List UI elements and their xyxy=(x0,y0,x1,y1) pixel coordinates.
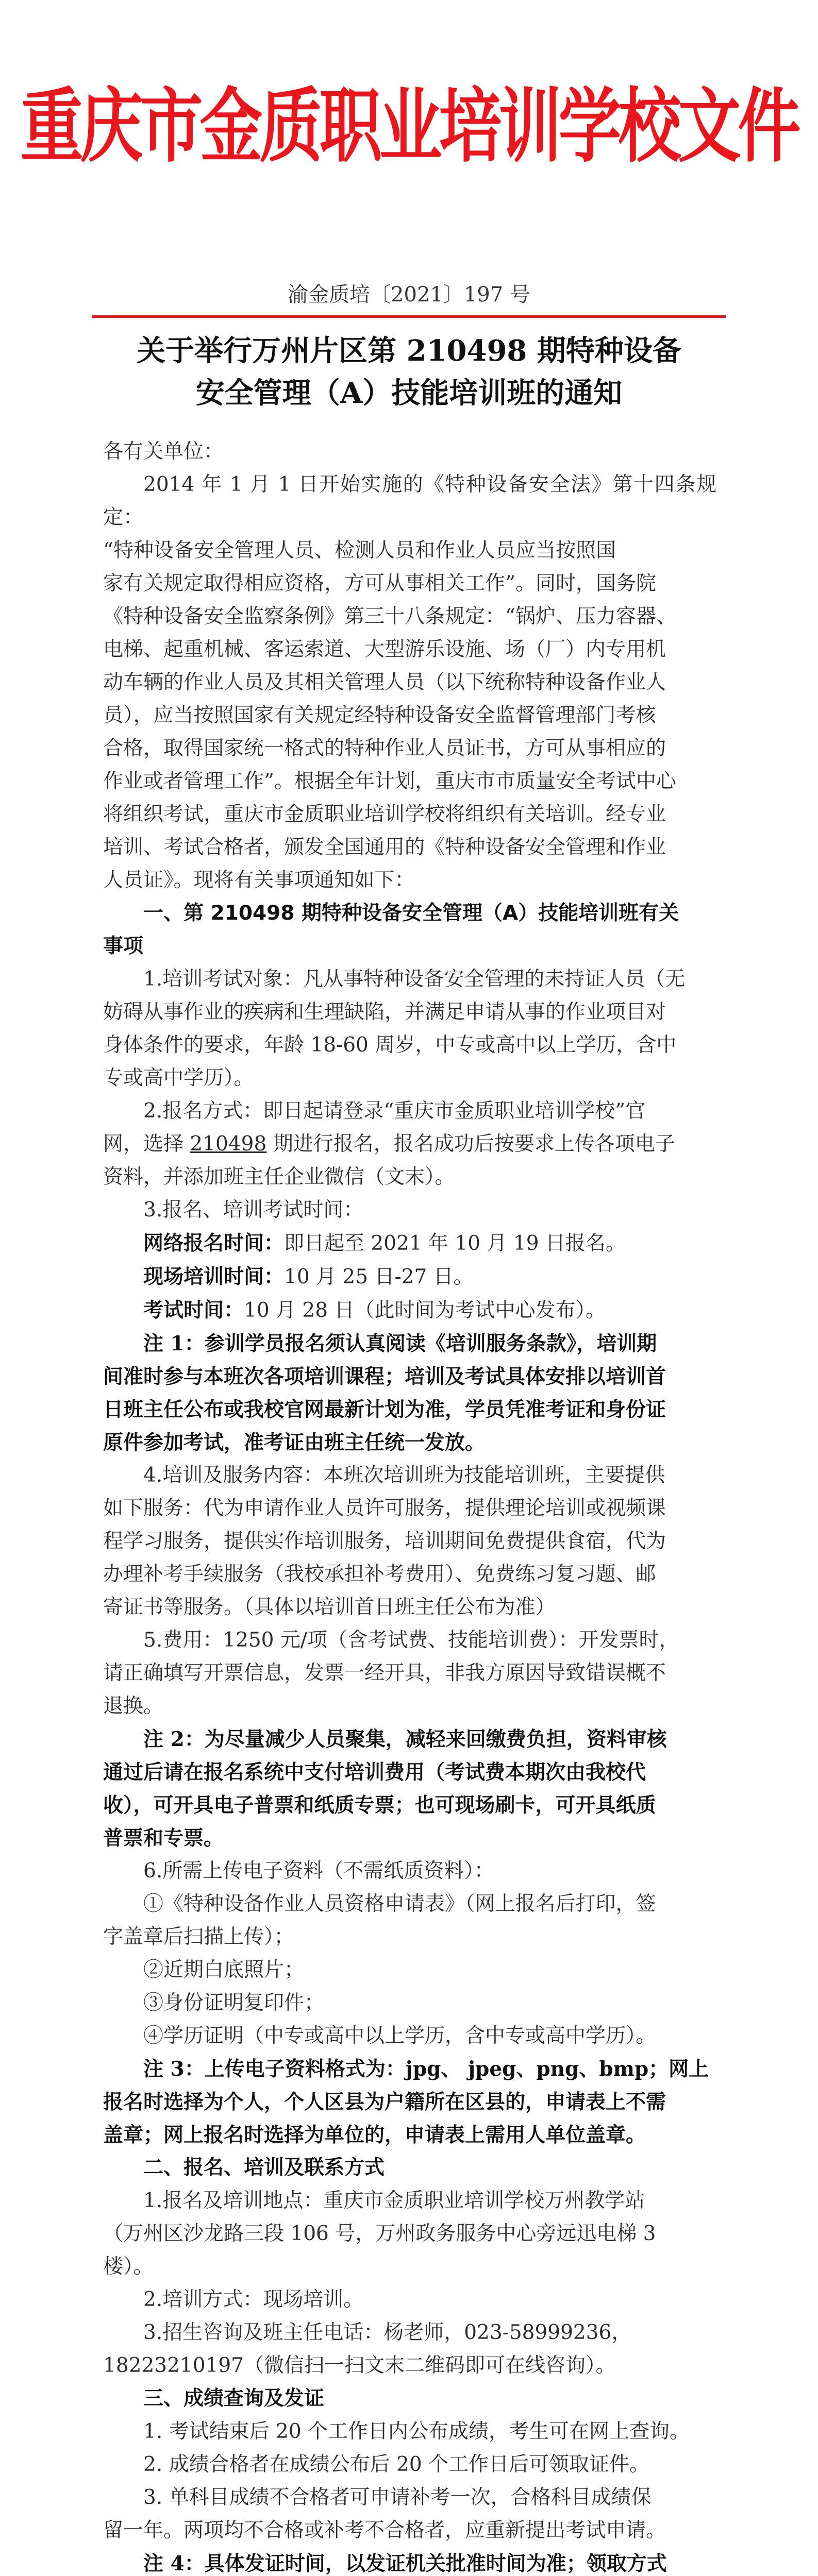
item-line: 字盖章后扫描上传）； xyxy=(103,1925,294,1948)
value: 10 月 28 日（此时间为考试中心发布）。 xyxy=(244,1299,606,1322)
letterhead-title: 重庆市金质职业培训学校文件 xyxy=(20,79,798,174)
item-line: ③身份证明复印件； xyxy=(143,1991,325,2014)
notice-title-line-1: 关于举行万州片区第 210498 期特种设备 xyxy=(137,334,681,368)
note-line: 盖章；网上报名时选择为单位的，申请表上需用人单位盖章。 xyxy=(103,2123,646,2147)
notice-title xyxy=(0,330,818,414)
intro-line: 电梯、起重机械、客运索道、大型游乐设施、场（厂）内专用机 xyxy=(103,638,666,661)
item-line: 3.报名、培训考试时间： xyxy=(143,1198,364,1222)
note-line: 原件参加考试，准考证由班主任统一发放。 xyxy=(103,1431,486,1454)
item-line: 1.培训考试对象：凡从事特种设备安全管理的未持证人员（无 xyxy=(143,968,686,991)
note-line: 普票和专票。 xyxy=(103,1826,224,1850)
intro-line: 动车辆的作业人员及其相关管理人员（以下统称特种设备作业人 xyxy=(103,671,666,694)
item-line: 4.培训及服务内容：本班次培训班为技能培训班，主要提供 xyxy=(143,1464,665,1487)
intro-line: 培训、考试合格者，颁发全国通用的《特种设备安全管理和作业 xyxy=(103,836,666,859)
item-line: 留一年。两项均不合格或补考不合格者，应重新提出考试申请。 xyxy=(103,2519,666,2542)
item-line: 寄证书等服务。（具体以培训首日班主任公布为准） xyxy=(103,1596,556,1619)
item-text: 期进行报名，报名成功后按要求上传各项电子 xyxy=(273,1132,675,1156)
item-line: 身体条件的要求，年龄 18-60 周岁，中专或高中以上学历，含中 xyxy=(103,1033,677,1057)
item-3-schedule xyxy=(103,1194,716,1327)
item-line: ④学历证明（中专或高中以上学历，含中专或高中学历）。 xyxy=(143,2024,656,2047)
intro-line: 家有关规定取得相应资格，方可从事相关工作”。同时，国务院 xyxy=(103,572,656,595)
item-line: 6.所需上传电子资料（不需纸质资料）： xyxy=(143,1859,494,1883)
intro-line: 2014 年 1 月 1 日开始实施的《特种设备安全法》第十四条规定： xyxy=(103,473,716,529)
label: 考试时间： xyxy=(143,1298,244,1322)
item-line: 如下服务：代为申请作业人员许可服务，提供理论培训或视频课 xyxy=(103,1497,666,1520)
note-line: 日班主任公布或我校官网最新计划为准，学员凭准考证和身份证 xyxy=(103,1398,666,1421)
intro-line: “特种设备安全管理人员、检测人员和作业人员应当按照国 xyxy=(103,539,616,562)
item-line: 楼）。 xyxy=(103,2255,154,2278)
section-3-item-2: 2. 成绩合格者在成绩公布后 20 个工作日后可领取证件。 xyxy=(143,2453,650,2476)
item-line: 妨碍从事作业的疾病和生理缺陷，并满足申请从事的作业项目对 xyxy=(103,1001,666,1024)
item-line: 退换。 xyxy=(103,1694,164,1718)
intro-line: 员），应当按照国家有关规定经特种设备安全监督管理部门考核 xyxy=(103,704,656,727)
section-1-heading-line: 事项 xyxy=(103,935,144,958)
value: 10 月 25 日-27 日。 xyxy=(284,1265,474,1289)
item-line: 18223210197（微信扫一扫文末二维码即可在线咨询）。 xyxy=(103,2354,616,2377)
item-line: 专或高中学历）。 xyxy=(103,1066,254,1090)
class-number-link[interactable]: 210498 xyxy=(190,1132,267,1156)
note-line: 注 2：为尽量减少人员聚集，减轻来回缴费负担，资料审核 xyxy=(143,1727,667,1751)
item-line: 资料，并添加班主任企业微信（文末）。 xyxy=(103,1165,455,1189)
item-line: 办理补考手续服务（我校承担补考费用）、免费练习复习题、邮 xyxy=(103,1563,656,1586)
notice-title-line-2: 安全管理（A）技能培训班的通知 xyxy=(195,376,623,410)
intro-line: 《特种设备安全监察条例》第三十八条规定：“锅炉、压力容器、 xyxy=(103,605,676,628)
item-line: 2.报名方式：即日起请登录“重庆市金质职业培训学校”官 xyxy=(143,1099,646,1123)
item-text: 网，选择 xyxy=(103,1132,184,1156)
item-line: 1.报名及培训地点：重庆市金质职业培训学校万州教学站 xyxy=(143,2189,645,2212)
section-1-heading-line: 一、第 210498 期特种设备安全管理（A）技能培训班有关 xyxy=(143,902,679,925)
document-number: 渝金质培〔2021〕197 号 xyxy=(288,283,530,307)
section-1-heading xyxy=(103,897,716,963)
note-line: 注 4：具体发证时间，以发证机关批准时间为准；领取方式 xyxy=(143,2552,667,2575)
exam-time xyxy=(103,1294,716,1327)
note-1 xyxy=(103,1327,716,1459)
item-4-services xyxy=(103,1459,716,1624)
intro-line: 将组织考试，重庆市金质职业培训学校将组织有关培训。经专业 xyxy=(103,803,666,826)
note-line: 报名时选择为个人，个人区县为户籍所在区县的，申请表上不需 xyxy=(103,2090,666,2114)
item-line: ②近期白底照片； xyxy=(143,1958,305,1981)
salutation: 各有关单位： xyxy=(103,440,224,463)
section-2-heading: 二、报名、培训及联系方式 xyxy=(143,2156,385,2179)
value: 即日起至 2021 年 10 月 19 日报名。 xyxy=(284,1232,626,1255)
item-5-fees xyxy=(103,1624,716,1723)
intro-line: 合格，取得国家统一格式的特种作业人员证书，方可从事相应的 xyxy=(103,737,666,760)
note-line: 通过后请在报名系统中支付培训费用（考试费本期次由我校代 xyxy=(103,1760,646,1784)
item-line xyxy=(103,1128,716,1161)
item-1-training-target xyxy=(103,963,716,1095)
online-registration-time xyxy=(103,1227,716,1260)
item-2-registration-method xyxy=(103,1095,716,1194)
item-line: 5.费用：1250 元/项（含考试费、技能培训费）：开发票时， xyxy=(143,1629,679,1652)
header-red-rule xyxy=(92,315,726,318)
label: 现场培训时间： xyxy=(143,1265,285,1289)
section-2-item-1 xyxy=(103,2184,716,2283)
section-3-heading: 三、成绩查询及发证 xyxy=(143,2387,325,2410)
intro-line: 人员证》。现将有关事项通知如下： xyxy=(103,869,415,892)
item-line: ①《特种设备作业人员资格申请表》（网上报名后打印，签 xyxy=(143,1892,656,1916)
item-line: 3. 单科目成绩不合格者可申请补考一次，合格科目成绩保 xyxy=(143,2486,652,2509)
section-3-item-3 xyxy=(103,2481,716,2547)
intro-paragraph xyxy=(103,468,716,897)
section-3-item-1: 1. 考试结束后 20 个工作日内公布成绩，考生可在网上查询。 xyxy=(143,2420,690,2443)
section-2-item-2: 2.培训方式：现场培训。 xyxy=(143,2288,364,2311)
notice-body xyxy=(103,435,716,2576)
note-line: 间准时参与本班次各项培训课程；培训及考试具体安排以培训首 xyxy=(103,1365,666,1388)
note-line: 收），可开具电子普票和纸质专票；也可现场刷卡，可开具纸质 xyxy=(103,1793,656,1817)
note-4 xyxy=(103,2547,716,2576)
note-2 xyxy=(103,1723,716,1855)
item-line: 程学习服务，提供实作培训服务，培训期间免费提供食宿，代为 xyxy=(103,1530,666,1553)
section-2-item-3 xyxy=(103,2316,716,2382)
item-line: （万州区沙龙路三段 106 号，万州政务服务中心旁远迅电梯 3 xyxy=(103,2222,656,2245)
onsite-training-time xyxy=(103,1260,716,1294)
note-3 xyxy=(103,2053,716,2151)
item-6-documents xyxy=(103,1855,716,2053)
intro-line: 作业或者管理工作”。根据全年计划，重庆市市质量安全考试中心 xyxy=(103,770,676,793)
label: 网络报名时间： xyxy=(143,1231,285,1255)
note-line: 注 3：上传电子资料格式为：jpg、 jpeg、png、bmp；网上 xyxy=(143,2057,709,2081)
item-line: 请正确填写开票信息，发票一经开具，非我方原因导致错误概不 xyxy=(103,1662,666,1685)
note-line: 注 1：参训学员报名须认真阅读《培训服务条款》，培训期 xyxy=(143,1332,657,1355)
item-line: 3.招生咨询及班主任电话：杨老师，023-58999236， xyxy=(143,2321,632,2344)
